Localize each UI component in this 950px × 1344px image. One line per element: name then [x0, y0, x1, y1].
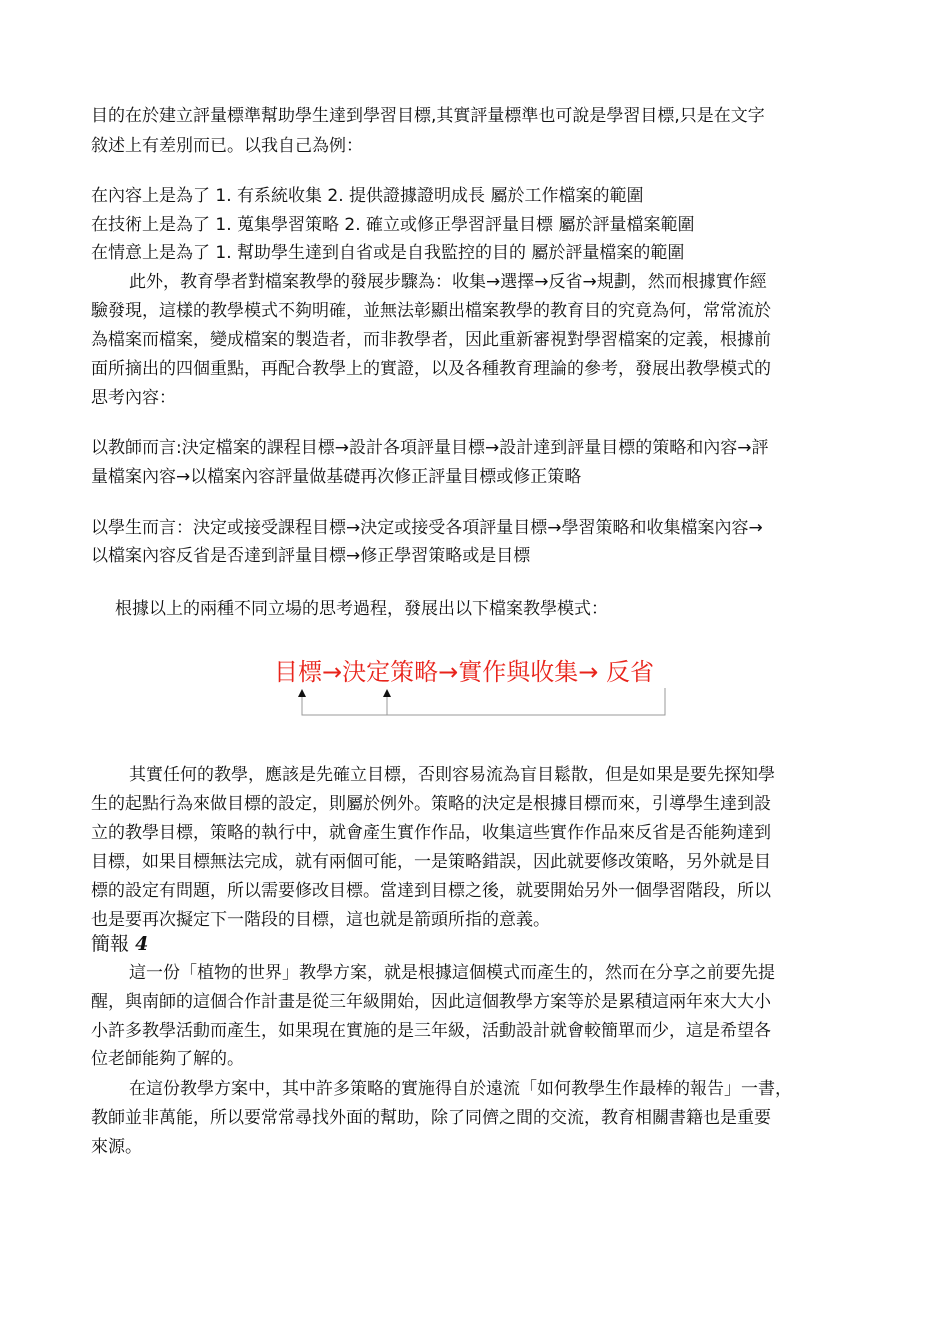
teacher-perspective-line: 以教師而言:決定檔案的課程目標→設計各項評量目標→設計達到評量目標的策略和內容→評 — [91, 438, 769, 458]
purpose-affective-line: 在情意上是為了 1. 幫助學生達到自省或是自我監控的目的 屬於評量檔案的範圍 — [91, 243, 685, 263]
student-perspective-line: 以檔案內容反省是否達到評量目標→修正學習策略或是目標 — [91, 546, 531, 566]
section-heading — [91, 931, 148, 957]
paragraph-line: 醒，與南師的這個合作計畫是從三年級開始，因此這個教學方案等於是累積這兩年來大大小 — [91, 992, 771, 1012]
paragraph-line: 目的在於建立評量標準幫助學生達到學習目標,其實評量標準也可說是學習目標,只是在文字 — [91, 106, 765, 126]
paragraph-line: 此外，教育學者對檔案教學的發展步驟為：收集→選擇→反省→規劃，然而根據實作經 — [129, 272, 767, 292]
paragraph-line: 驗發現，這樣的教學模式不夠明確，並無法彰顯出檔案教學的教育目的究竟為何，常常流於 — [91, 301, 771, 321]
paragraph-line: 目標，如果目標無法完成，就有兩個可能，一是策略錯誤，因此就要修改策略，另外就是目 — [91, 852, 771, 872]
paragraph-line: 敘述上有差別而已。以我自己為例： — [91, 136, 363, 156]
paragraph-line: 教師並非萬能，所以要常常尋找外面的幫助，除了同儕之間的交流，教育相關書籍也是重要 — [91, 1108, 771, 1128]
paragraph-line: 小許多教學活動而產生，如果現在實施的是三年級，活動設計就會較簡單而少，這是希望各 — [91, 1021, 771, 1041]
paragraph-line: 立的教學目標，策略的執行中，就會產生實作作品，收集這些實作作品來反省是否能夠達到 — [91, 823, 771, 843]
paragraph-line: 面所摘出的四個重點，再配合教學上的實證，以及各種教育理論的參考，發展出教學模式的 — [91, 359, 771, 379]
arrowhead-up-icon — [298, 689, 306, 697]
feedback-arrows-diagram — [280, 684, 680, 724]
paragraph-line: 標的設定有問題，所以需要修改目標。當達到目標之後，就要開始另外一個學習階段，所以 — [91, 881, 771, 901]
section-heading-text: 簡報 — [91, 933, 130, 955]
purpose-technique-line: 在技術上是為了 1. 蒐集學習策略 2. 確立或修正學習評量目標 屬於評量檔案範圍 — [91, 215, 695, 235]
model-lead-in: 根據以上的兩種不同立場的思考過程，發展出以下檔案教學模式： — [115, 599, 608, 619]
paragraph-line: 生的起點行為來做目標的設定，則屬於例外。策略的決定是根據目標而來，引導學生達到設 — [91, 794, 771, 814]
teacher-perspective-line: 量檔案內容→以檔案內容評量做基礎再次修正評量目標或修正策略 — [91, 467, 582, 487]
paragraph-line: 來源。 — [91, 1137, 142, 1157]
paragraph-line: 思考內容： — [91, 388, 176, 408]
teaching-model-title: 目標→決定策略→實作與收集→ 反省 — [274, 658, 654, 686]
arrowhead-up-icon — [383, 689, 391, 697]
paragraph-line: 也是要再次擬定下一階段的目標，這也就是箭頭所指的意義。 — [91, 910, 550, 930]
paragraph-line: 為檔案而檔案，變成檔案的製造者，而非教學者，因此重新審視對學習檔案的定義，根據前 — [91, 330, 771, 350]
paragraph-line: 其實任何的教學，應該是先確立目標，否則容易流為盲目鬆散，但是如果是要先探知學 — [129, 765, 775, 785]
section-heading-number: 4 — [135, 933, 149, 955]
paragraph-line: 在這份教學方案中，其中許多策略的實施得自於遠流「如何教學生作最棒的報告」一書， — [129, 1079, 792, 1099]
purpose-content-line: 在內容上是為了 1. 有系統收集 2. 提供證據證明成長 屬於工作檔案的範圍 — [91, 186, 644, 206]
paragraph-line: 位老師能夠了解的。 — [91, 1049, 244, 1069]
student-perspective-line: 以學生而言：決定或接受課程目標→決定或接受各項評量目標→學習策略和收集檔案內容→ — [91, 518, 763, 538]
paragraph-line: 這一份「植物的世界」教學方案，就是根據這個模式而產生的，然而在分享之前要先提 — [129, 963, 775, 983]
feedback-connector-line — [302, 688, 665, 715]
